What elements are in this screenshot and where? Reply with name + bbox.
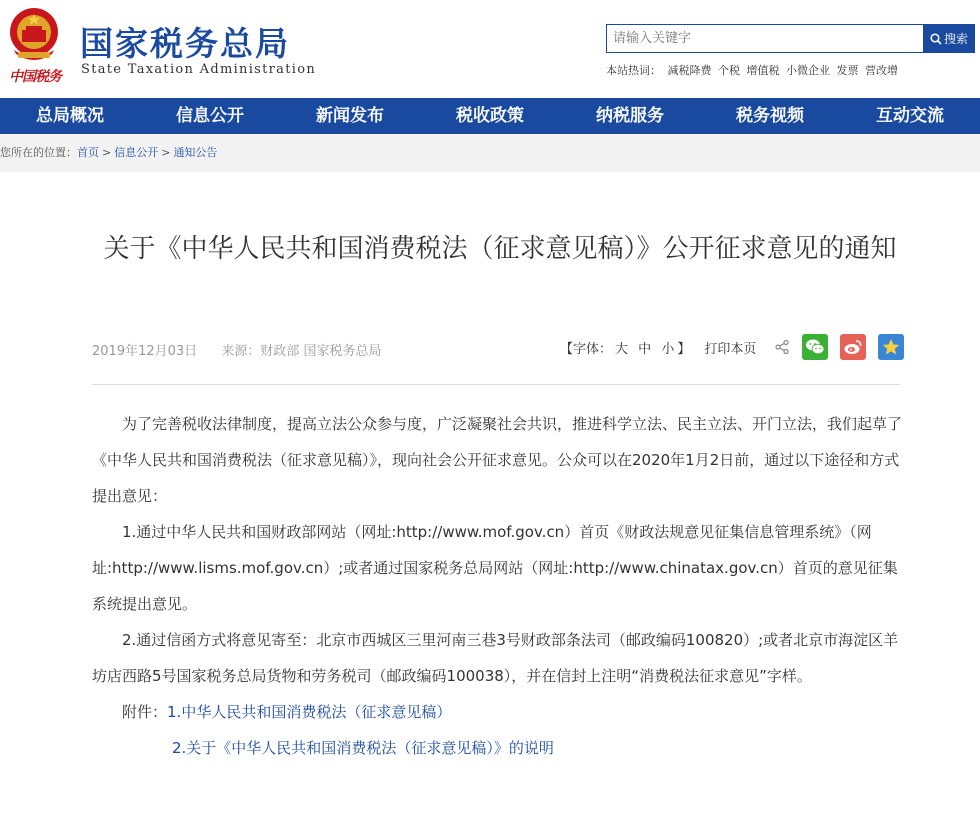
print-page-link[interactable]: 打印本页: [704, 341, 757, 357]
attachments-label: 附件：: [122, 703, 168, 721]
main-nav: [0, 98, 980, 134]
share-icon[interactable]: [774, 339, 790, 355]
hot-words-label: 本站热词：: [606, 64, 661, 77]
nav-item-overview[interactable]: 总局概况: [36, 106, 104, 126]
wechat-icon[interactable]: [802, 334, 828, 360]
site-title[interactable]: 国家税务总局: [80, 24, 290, 63]
article-paragraph: 2.通过信函方式将意见寄至：北京市西城区三里河南三巷3号财政部条法司（邮政编码100820）;或者北京市海淀区羊坊店西路5号国家税务总局货物和劳务税司（邮政编码100038），并在信封上注明“消费税法征求意见”字样。: [92, 631, 899, 685]
hot-word-link[interactable]: 营改增: [865, 64, 898, 77]
breadcrumb-prefix: 您所在的位置：: [0, 146, 77, 159]
attachment-link[interactable]: 1.中华人民共和国消费税法（征求意见稿）: [167, 703, 452, 721]
search-icon: [930, 33, 942, 45]
nav-item-interaction[interactable]: 互动交流: [876, 106, 944, 126]
hot-word-link[interactable]: 小微企业: [786, 64, 830, 77]
article-divider: [92, 384, 900, 385]
attachments-row: [92, 694, 904, 730]
article-title: 关于《中华人民共和国消费税法（征求意见稿）》公开征求意见的通知: [103, 234, 897, 264]
nav-item-info-disclosure[interactable]: 信息公开: [176, 106, 244, 126]
brand-script-logo: 中国税务: [9, 69, 61, 85]
font-size-label-open: 【字体：: [560, 341, 613, 357]
search-button-label: 搜索: [943, 32, 968, 46]
site-header: [0, 0, 980, 98]
nav-item-news[interactable]: 新闻发布: [316, 106, 384, 126]
search-input[interactable]: [606, 24, 924, 53]
article-tools: [560, 332, 904, 362]
font-size-large[interactable]: 大: [615, 341, 629, 357]
hot-word-link[interactable]: 发票: [836, 64, 859, 77]
nav-item-tax-policy[interactable]: 税收政策: [456, 106, 524, 126]
nav-item-taxpayer-service[interactable]: 纳税服务: [596, 106, 664, 126]
national-emblem-icon[interactable]: [8, 6, 60, 64]
article-body: [92, 406, 904, 766]
attachment-link[interactable]: 2.关于《中华人民共和国消费税法（征求意见稿）》的说明: [172, 739, 554, 757]
article-source: 来源：财政部 国家税务总局: [221, 344, 382, 359]
article-meta: [92, 340, 381, 359]
font-size-medium[interactable]: 中: [638, 341, 652, 357]
breadcrumb-separator: >: [102, 146, 112, 159]
breadcrumb-home[interactable]: 首页: [77, 146, 99, 159]
hot-word-link[interactable]: 减税降费: [667, 64, 712, 77]
article-paragraph: 1.通过中华人民共和国财政部网站（网址:http://www.mof.gov.cn）首页《财政法规意见征集信息管理系统》（网址:http://www.lisms.mof.gov.cn）;或者通过国家税务总局网站（网址:http://www.chinatax.gov.cn）首页的意见征集系统提出意见。: [92, 523, 898, 613]
search-button[interactable]: [923, 24, 975, 53]
article-date: 2019年12月03日: [92, 344, 198, 359]
breadcrumb-notices[interactable]: 通知公告: [173, 146, 218, 159]
favorite-icon[interactable]: [878, 334, 904, 360]
hot-word-link[interactable]: 个税: [718, 64, 740, 77]
hot-words: [606, 62, 901, 78]
font-size-small[interactable]: 小: [661, 341, 675, 357]
weibo-icon[interactable]: [840, 334, 866, 360]
nav-item-tax-video[interactable]: 税务视频: [736, 106, 804, 126]
breadcrumb: [0, 134, 980, 172]
article-paragraph: 为了完善税收法律制度，提高立法公众参与度，广泛凝聚社会共识，推进科学立法、民主立法、开门立法，我们起草了《中华人民共和国消费税法（征求意见稿）》，现向社会公开征求意见。公众可以在2020年1月2日前，通过以下途径和方式提出意见：: [92, 415, 903, 505]
breadcrumb-info-disclosure[interactable]: 信息公开: [114, 146, 159, 159]
attachments-row: [92, 730, 904, 766]
font-size-label-close: 】: [677, 341, 691, 357]
hot-word-link[interactable]: 增值税: [746, 64, 780, 77]
site-subtitle: State Taxation Administration: [81, 62, 317, 77]
breadcrumb-separator: >: [161, 146, 171, 159]
